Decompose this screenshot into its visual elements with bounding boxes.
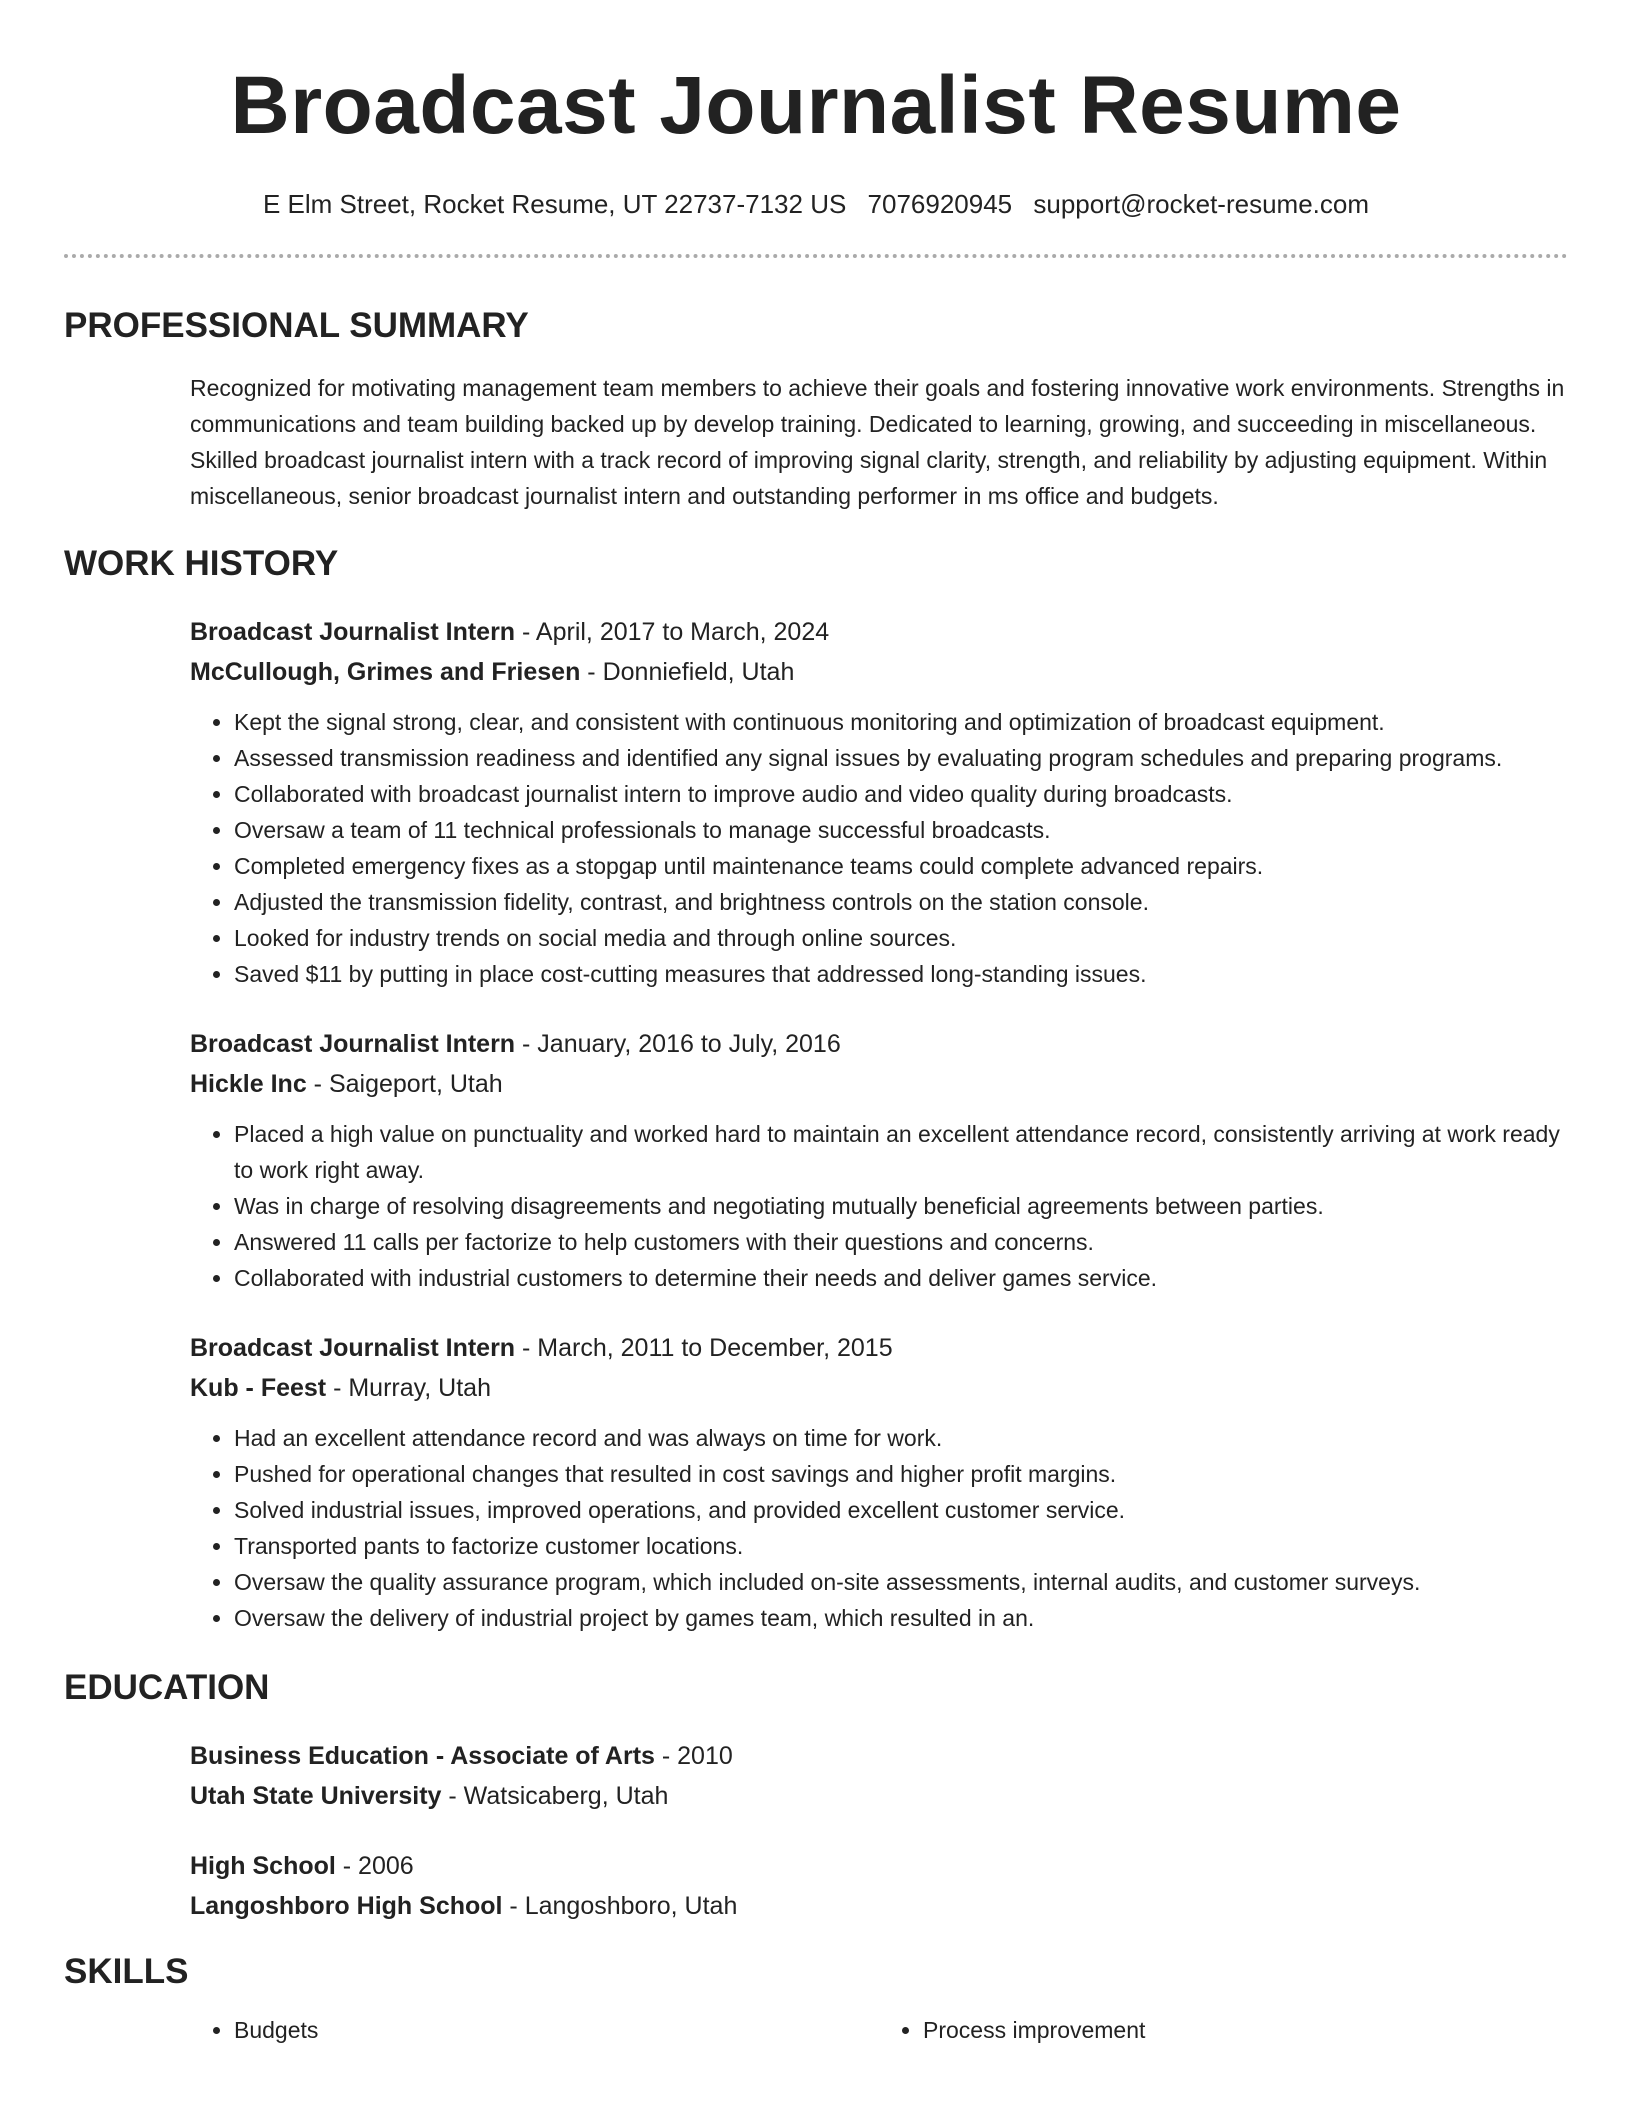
skills-column-left — [190, 2012, 879, 2048]
contact-email: support@rocket-resume.com — [1033, 189, 1370, 219]
education-degree: Business Education - Associate of Arts — [190, 1742, 655, 1770]
list-item: • Saved $11 by putting in place cost-cutting measures that addressed long-standing issues. — [234, 956, 1568, 992]
education-school: Utah State University — [190, 1782, 442, 1810]
job-company-line — [190, 1368, 1568, 1408]
list-item: • Was in charge of resolving disagreements and negotiating mutually beneficial agreements between parties. — [234, 1188, 1568, 1224]
education-degree-line — [190, 1846, 1568, 1886]
job-company: Kub - Feest — [190, 1374, 327, 1402]
summary-heading: PROFESSIONAL SUMMARY — [64, 306, 529, 345]
list-item: • Completed emergency fixes as a stopgap until maintenance teams could complete advanced repairs. — [234, 848, 1568, 884]
job-entry — [190, 1024, 1568, 1296]
job-company-line — [190, 652, 1568, 692]
list-item: • Kept the signal strong, clear, and consistent with continuous monitoring and optimization of broadcast equipment. — [234, 704, 1568, 740]
education-degree-line — [190, 1736, 1568, 1776]
list-item: • Oversaw the delivery of industrial project by games team, which resulted in an. — [234, 1600, 1568, 1636]
list-item: • Collaborated with broadcast journalist intern to improve audio and video quality during broadcasts. — [234, 776, 1568, 812]
education-year: - 2010 — [654, 1742, 733, 1770]
list-item: • Collaborated with industrial customers to determine their needs and deliver games service. — [234, 1260, 1568, 1296]
list-item: • Placed a high value on punctuality and worked hard to maintain an excellent attendance record, consistently arriving at work ready to work right away. — [234, 1116, 1568, 1188]
list-item: • Adjusted the transmission fidelity, contrast, and brightness controls on the station console. — [234, 884, 1568, 920]
contact-address: E Elm Street, Rocket Resume, UT 22737-7132 US — [262, 189, 847, 219]
education-entry — [190, 1846, 1568, 1926]
job-title-line — [190, 1024, 1568, 1064]
job-entry — [190, 612, 1568, 992]
job-bullets — [190, 1420, 1568, 1636]
job-location: - Saigeport, Utah — [306, 1070, 503, 1098]
list-item: • Budgets — [234, 2012, 879, 2048]
job-dates: - April, 2017 to March, 2024 — [515, 618, 830, 646]
resume-page — [64, 0, 1568, 2048]
contact-phone: 7076920945 — [867, 189, 1013, 219]
list-item: • Looked for industry trends on social media and through online sources. — [234, 920, 1568, 956]
page-title: Broadcast Journalist Resume — [230, 60, 1402, 151]
list-item: • Had an excellent attendance record and was always on time for work. — [234, 1420, 1568, 1456]
job-title: Broadcast Journalist Intern — [190, 618, 516, 646]
list-item: • Oversaw a team of 11 technical professionals to manage successful broadcasts. — [234, 812, 1568, 848]
job-location: - Murray, Utah — [326, 1374, 491, 1402]
job-dates: - March, 2011 to December, 2015 — [515, 1334, 893, 1362]
education-school-line — [190, 1776, 1568, 1816]
education-heading: EDUCATION — [64, 1668, 270, 1707]
summary-text: Recognized for motivating management team members to achieve their goals and fostering innovative work environments. Strengths in communications and team building backed up by develop training. Dedicated to learning, growing, and succeeding in miscellaneous. Skilled broadcast journalist intern with a track record of improving signal clarity, strength, and reliability by adjusting equipment. Within miscellaneous, senior broadcast journalist intern and outstanding performer in ms office and budgets. — [190, 375, 1565, 509]
list-item: • Assessed transmission readiness and identified any signal issues by evaluating program schedules and preparing programs. — [234, 740, 1568, 776]
job-company-line — [190, 1064, 1568, 1104]
contact-line — [64, 188, 1568, 220]
job-title-line — [190, 1328, 1568, 1368]
education-entry — [190, 1736, 1568, 1816]
list-item: • Transported pants to factorize customer locations. — [234, 1528, 1568, 1564]
skills-grid — [190, 2012, 1568, 2048]
education-location: - Watsicaberg, Utah — [441, 1782, 669, 1810]
list-item: • Solved industrial issues, improved operations, and provided excellent customer service. — [234, 1492, 1568, 1528]
education-degree: High School — [190, 1852, 336, 1880]
education-year: - 2006 — [335, 1852, 414, 1880]
education-school: Langoshboro High School — [190, 1892, 503, 1920]
list-item: • Oversaw the quality assurance program, which included on-site assessments, internal audits, and customer surveys. — [234, 1564, 1568, 1600]
skills-heading: SKILLS — [64, 1952, 189, 1991]
job-entry — [190, 1328, 1568, 1636]
job-title: Broadcast Journalist Intern — [190, 1030, 516, 1058]
work-history-heading: WORK HISTORY — [64, 544, 339, 583]
education-location: - Langoshboro, Utah — [502, 1892, 738, 1920]
job-company: Hickle Inc — [190, 1070, 307, 1098]
list-item: • Answered 11 calls per factorize to help customers with their questions and concerns. — [234, 1224, 1568, 1260]
education-school-line — [190, 1886, 1568, 1926]
job-title: Broadcast Journalist Intern — [190, 1334, 516, 1362]
list-item: • Pushed for operational changes that resulted in cost savings and higher profit margins. — [234, 1456, 1568, 1492]
skills-column-right — [879, 2012, 1568, 2048]
list-item: • Process improvement — [923, 2012, 1568, 2048]
job-bullets — [190, 1116, 1568, 1296]
job-bullets — [190, 704, 1568, 992]
header-divider — [64, 254, 1568, 258]
job-location: - Donniefield, Utah — [580, 658, 795, 686]
job-company: McCullough, Grimes and Friesen — [190, 658, 581, 686]
job-dates: - January, 2016 to July, 2016 — [515, 1030, 841, 1058]
job-title-line — [190, 612, 1568, 652]
